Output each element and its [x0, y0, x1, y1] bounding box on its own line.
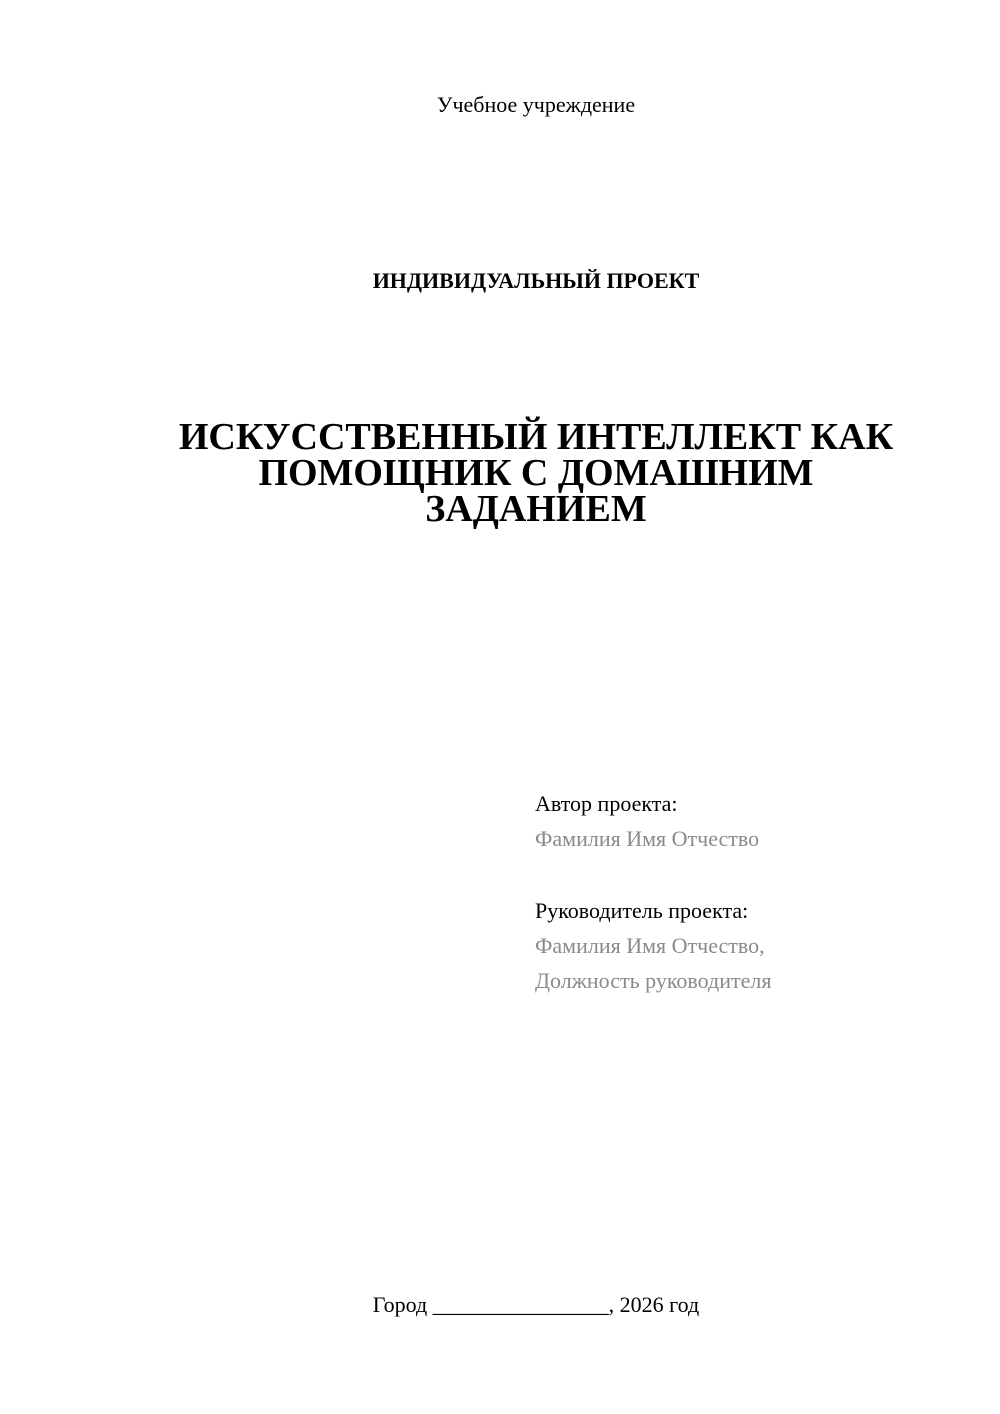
- document-type: ИНДИВИДУАЛЬНЫЙ ПРОЕКТ: [372, 268, 700, 293]
- institution-name: Учебное учреждение: [436, 92, 636, 117]
- project-title: [170, 416, 902, 530]
- supervisor-label: Руководитель проекта:: [535, 898, 749, 923]
- supervisor-block: [535, 893, 771, 998]
- project-title-line: ИСКУССТВЕННЫЙ ИНТЕЛЛЕКТ КАК: [178, 416, 894, 458]
- author-name-placeholder: Фамилия Имя Отчество: [535, 826, 760, 851]
- author-label: Автор проекта:: [535, 791, 678, 816]
- project-title-line: ПОМОЩНИК С ДОМАШНИМ: [258, 452, 814, 494]
- project-title-line: ЗАДАНИЕМ: [425, 488, 647, 530]
- city-year-line: Город ________________, 2026 год: [372, 1292, 700, 1317]
- supervisor-name-placeholder: Фамилия Имя Отчество,: [535, 933, 765, 958]
- author-block: [535, 786, 759, 856]
- supervisor-position-placeholder: Должность руководителя: [535, 968, 772, 993]
